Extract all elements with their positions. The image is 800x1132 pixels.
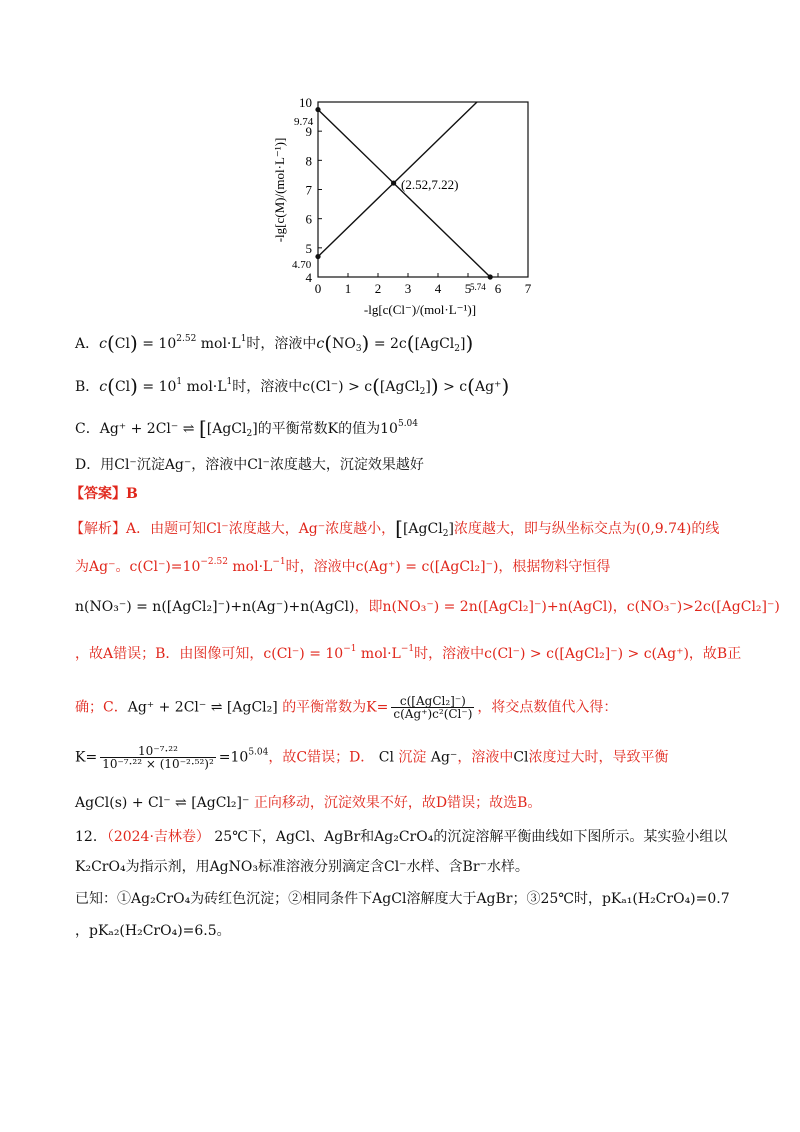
option-b: B．$c(Cl) = 10^1$ $mol\cdot L^1$时，溶液中c(Cl⁻) > c([AgCl$_2$]) > c(Ag⁺) [75,374,510,398]
x-axis-label: -lg[c(Cl⁻)/(mol·L⁻¹)] [363,302,477,317]
y-tick-label: 4 [305,270,312,285]
analysis-line-2: 为Ag⁻。$c(Cl^-)=10^{-2.52}$ $mol\cdot L^{-1}$时，溶液中c(Ag⁺) = c([AgCl₂]⁻)，根据物料守恒得 [75,557,611,575]
option-c: C．Ag⁺ + 2Cl⁻ ⇌ [[AgCl$_2$]的平衡常数K的值为$10^{5.04}$ [75,416,419,440]
y-intercept-high-label: 9.74 [294,116,314,128]
data-point [488,274,493,279]
y-tick-label: 7 [305,182,312,198]
option-a: A．$c(Cl) = 10^{2.52}$ $mol\cdot L^1$时，溶液中$c(NO_3)$ = 2c([AgCl$_2$]) [75,331,474,355]
intersection-label: (2.52,7.22) [401,177,459,192]
x-tick-label: 1 [344,281,352,296]
analysis-line-3: n(NO₃⁻) = n([AgCl₂]⁻)+n(Ag⁻)+n(AgCl)，即n(NO₃⁻) = 2n([AgCl₂]⁻)+n(AgCl)，c(NO₃⁻)>2c([AgCl₂]⁻) [75,599,780,615]
y-tick-label: 6 [305,211,312,227]
y-intercept-low-label: 4.70 [292,259,312,271]
y-axis-label: -lg[c(M)/(mol·L⁻¹)] [272,137,287,243]
answer: 【答案】B [70,486,138,502]
x-tick-label: 7 [524,281,532,296]
solubility-chart [270,90,550,322]
analysis-line-1: 【解析】A．由题可知Cl⁻浓度越大，Ag⁻浓度越小，[[AgCl$_2$]浓度越大，即与纵坐标交点为(0,9.74)的线 [70,516,720,540]
q12-line-4: ，pKₐ₂(H₂CrO₄)=6.5。 [75,923,231,939]
q12-line-2: K₂CrO₄为指示剂，用AgNO₃标准溶液分别滴定含Cl⁻水样、含Br⁻水样。 [75,859,529,875]
y-tick-label: 8 [305,153,312,169]
x-intercept-label: 5.74 [470,282,486,292]
analysis-line-6: K= $\frac{\text{10⁻⁷·²²}}{\text{10⁻⁷·²² × (10⁻²·⁵²)²}}$ $=10^{5.04}$，故C错误；D． Cl 沉淀 Ag⁻，溶液中Cl浓度过大时，导致平衡 [75,744,669,771]
x-tick-label: 6 [494,281,502,296]
analysis-line-4: ，故A错误；B．由图像可知，$c(Cl^-) = 10^{-1}$ $mol\cdot L^{-1}$时，溶液中c(Cl⁻) > c([AgCl₂]⁻) > c(Ag⁺)，故B正 [75,644,742,662]
analysis-line-5: 确；C．Ag⁺ + 2Cl⁻ ⇌ [AgCl₂] 的平衡常数为K= $\frac{\text{c([AgCl₂]⁻)}}{\text{c(Ag⁺)c²(Cl⁻)}}$ ，将交点数值代入得： [75,694,618,721]
analysis-line-7: AgCl(s) + Cl⁻ ⇌ [AgCl₂]⁻ 正向移动，沉淀效果不好，故D错误；故选B。 [75,795,542,811]
q12-line-3: 已知：①Ag₂CrO₄为砖红色沉淀；②相同条件下AgCl溶解度大于AgBr；③25℃时，pKₐ₁(H₂CrO₄)=0.7 [75,891,730,907]
x-tick-label: 0 [314,281,322,296]
series-line [318,110,490,277]
x-tick-label: 3 [404,281,412,296]
y-tick-label: 5 [305,240,312,256]
option-d: D．用Cl⁻沉淀Ag⁻，溶液中Cl⁻浓度越大，沉淀效果越好 [75,457,424,473]
x-tick-label: 4 [434,281,442,296]
y-tick-label: 10 [299,95,312,110]
q12-line-1: 12．（2024·吉林卷） 25℃下，AgCl、AgBr和Ag₂CrO₄的沉淀溶解平衡曲线如下图所示。某实验小组以 [75,829,728,845]
y-tick-label: 9 [305,124,312,140]
data-point [315,107,320,112]
x-tick-label: 2 [374,281,382,296]
x-tick-label: 5 [464,281,472,296]
data-point [391,180,396,185]
data-point [315,254,320,259]
